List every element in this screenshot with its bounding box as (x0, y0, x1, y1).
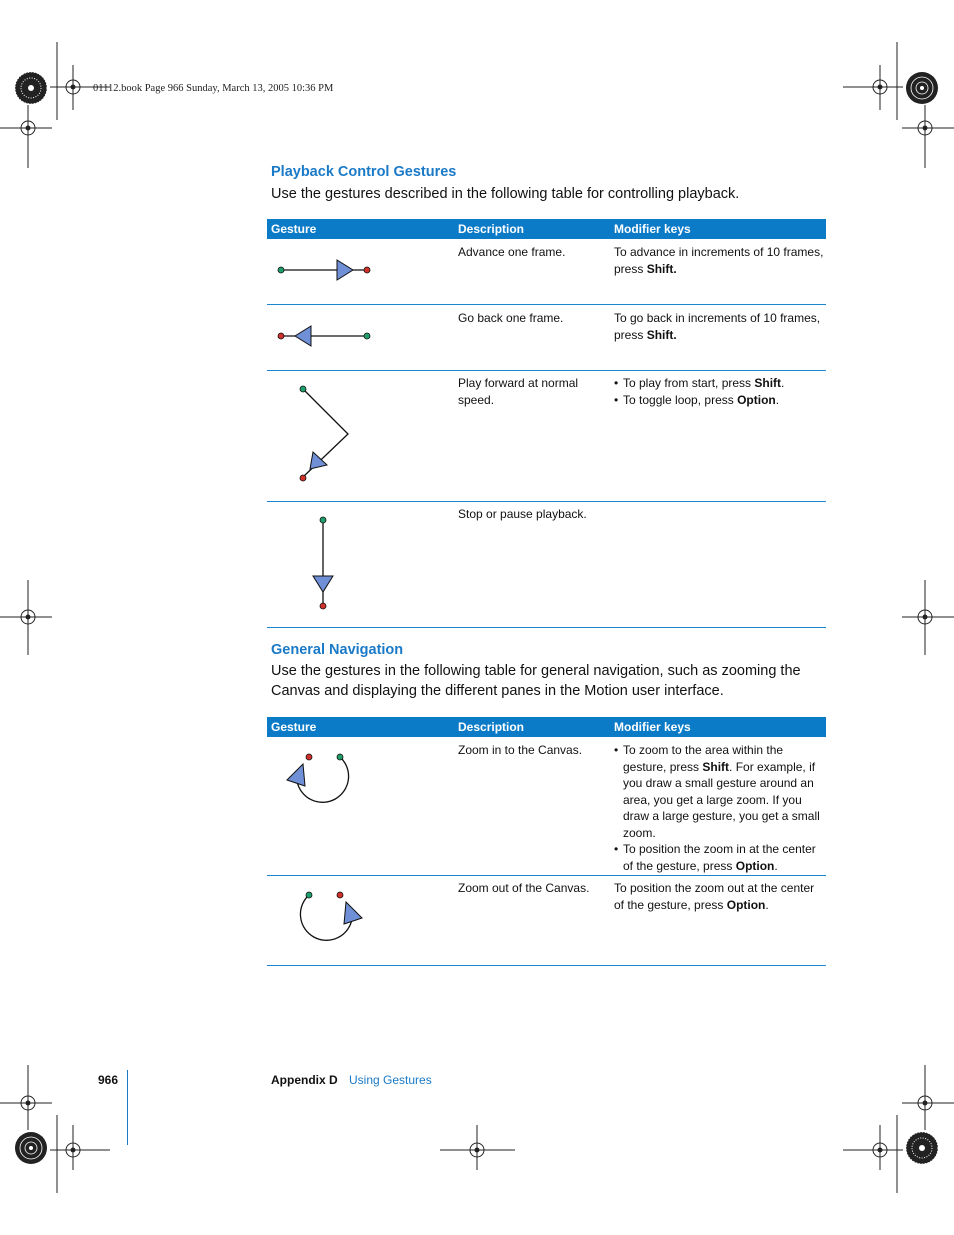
section-title-playback: Playback Control Gestures (271, 164, 457, 180)
chapter-link[interactable]: Using Gestures (349, 1073, 432, 1087)
table-row (267, 501, 826, 628)
modifier-bullet: • To toggle loop, press Option. (614, 392, 824, 409)
row-description: Stop or pause playback. (458, 507, 587, 521)
row-description: Advance one frame. (458, 245, 566, 259)
row-description: Play forward at normal speed. (458, 376, 579, 407)
header-modifier: Modifier keys (614, 222, 691, 236)
table-row (267, 737, 826, 876)
arrow-left-gesture-icon (267, 305, 457, 370)
table-header-playback (267, 219, 826, 239)
clockwise-circle-gesture-icon (267, 875, 457, 965)
arrow-right-gesture-icon (267, 239, 457, 304)
header-gesture: Gesture (271, 720, 317, 734)
counterclockwise-circle-gesture-icon (267, 737, 457, 875)
header-modifier: Modifier keys (614, 720, 691, 734)
row-description: Zoom in to the Canvas. (458, 743, 583, 757)
table-row (267, 305, 826, 371)
table-header-navigation (267, 717, 826, 737)
registration-wheel-icon (15, 72, 47, 104)
header-gesture: Gesture (271, 222, 317, 236)
modifier-key: Shift. (646, 261, 677, 276)
arrow-down-gesture-icon (267, 501, 457, 627)
modifier-bullet: • To play from start, press Shift. (614, 375, 824, 392)
check-angle-gesture-icon (267, 370, 457, 501)
row-description: Go back one frame. (458, 311, 564, 325)
row-modifier: To advance in increments of 10 frames, press Shift. (614, 245, 824, 276)
table-row (267, 239, 826, 305)
row-modifier (614, 375, 824, 408)
modifier-key: Option (726, 897, 766, 912)
footer-rule (127, 1070, 128, 1145)
row-description: Zoom out of the Canvas. (458, 881, 590, 895)
table-row (267, 370, 826, 502)
intro-playback: Use the gestures described in the following table for controlling playback. (271, 186, 740, 202)
header-description: Description (458, 720, 525, 734)
intro-navigation: Use the gestures in the following table for general navigation, such as zooming the Canvas and displaying the different panes in the Motion user interface. (271, 663, 801, 699)
section-title-navigation: General Navigation (271, 642, 404, 658)
print-header: 01112.book Page 966 Sunday, March 13, 2005 10:36 PM (93, 83, 334, 94)
modifier-key: Shift. (646, 327, 677, 342)
page-number: 966 (98, 1073, 119, 1087)
appendix-label: Appendix D (271, 1073, 338, 1087)
table-row (267, 875, 826, 966)
row-modifier: To position the zoom out at the center of the gesture, press Option. (614, 881, 815, 912)
header-description: Description (458, 222, 525, 236)
row-modifier: To go back in increments of 10 frames, press Shift. (614, 311, 821, 342)
modifier-bullet: • To zoom to the area within the gesture, press Shift. For example, if you draw a small gesture around an area, you get a large zoom. If you draw a large gesture, you get a small zoom. (614, 742, 824, 841)
modifier-bullet: • To position the zoom in at the center of the gesture, press Option. (614, 841, 824, 874)
row-modifier (614, 742, 824, 874)
